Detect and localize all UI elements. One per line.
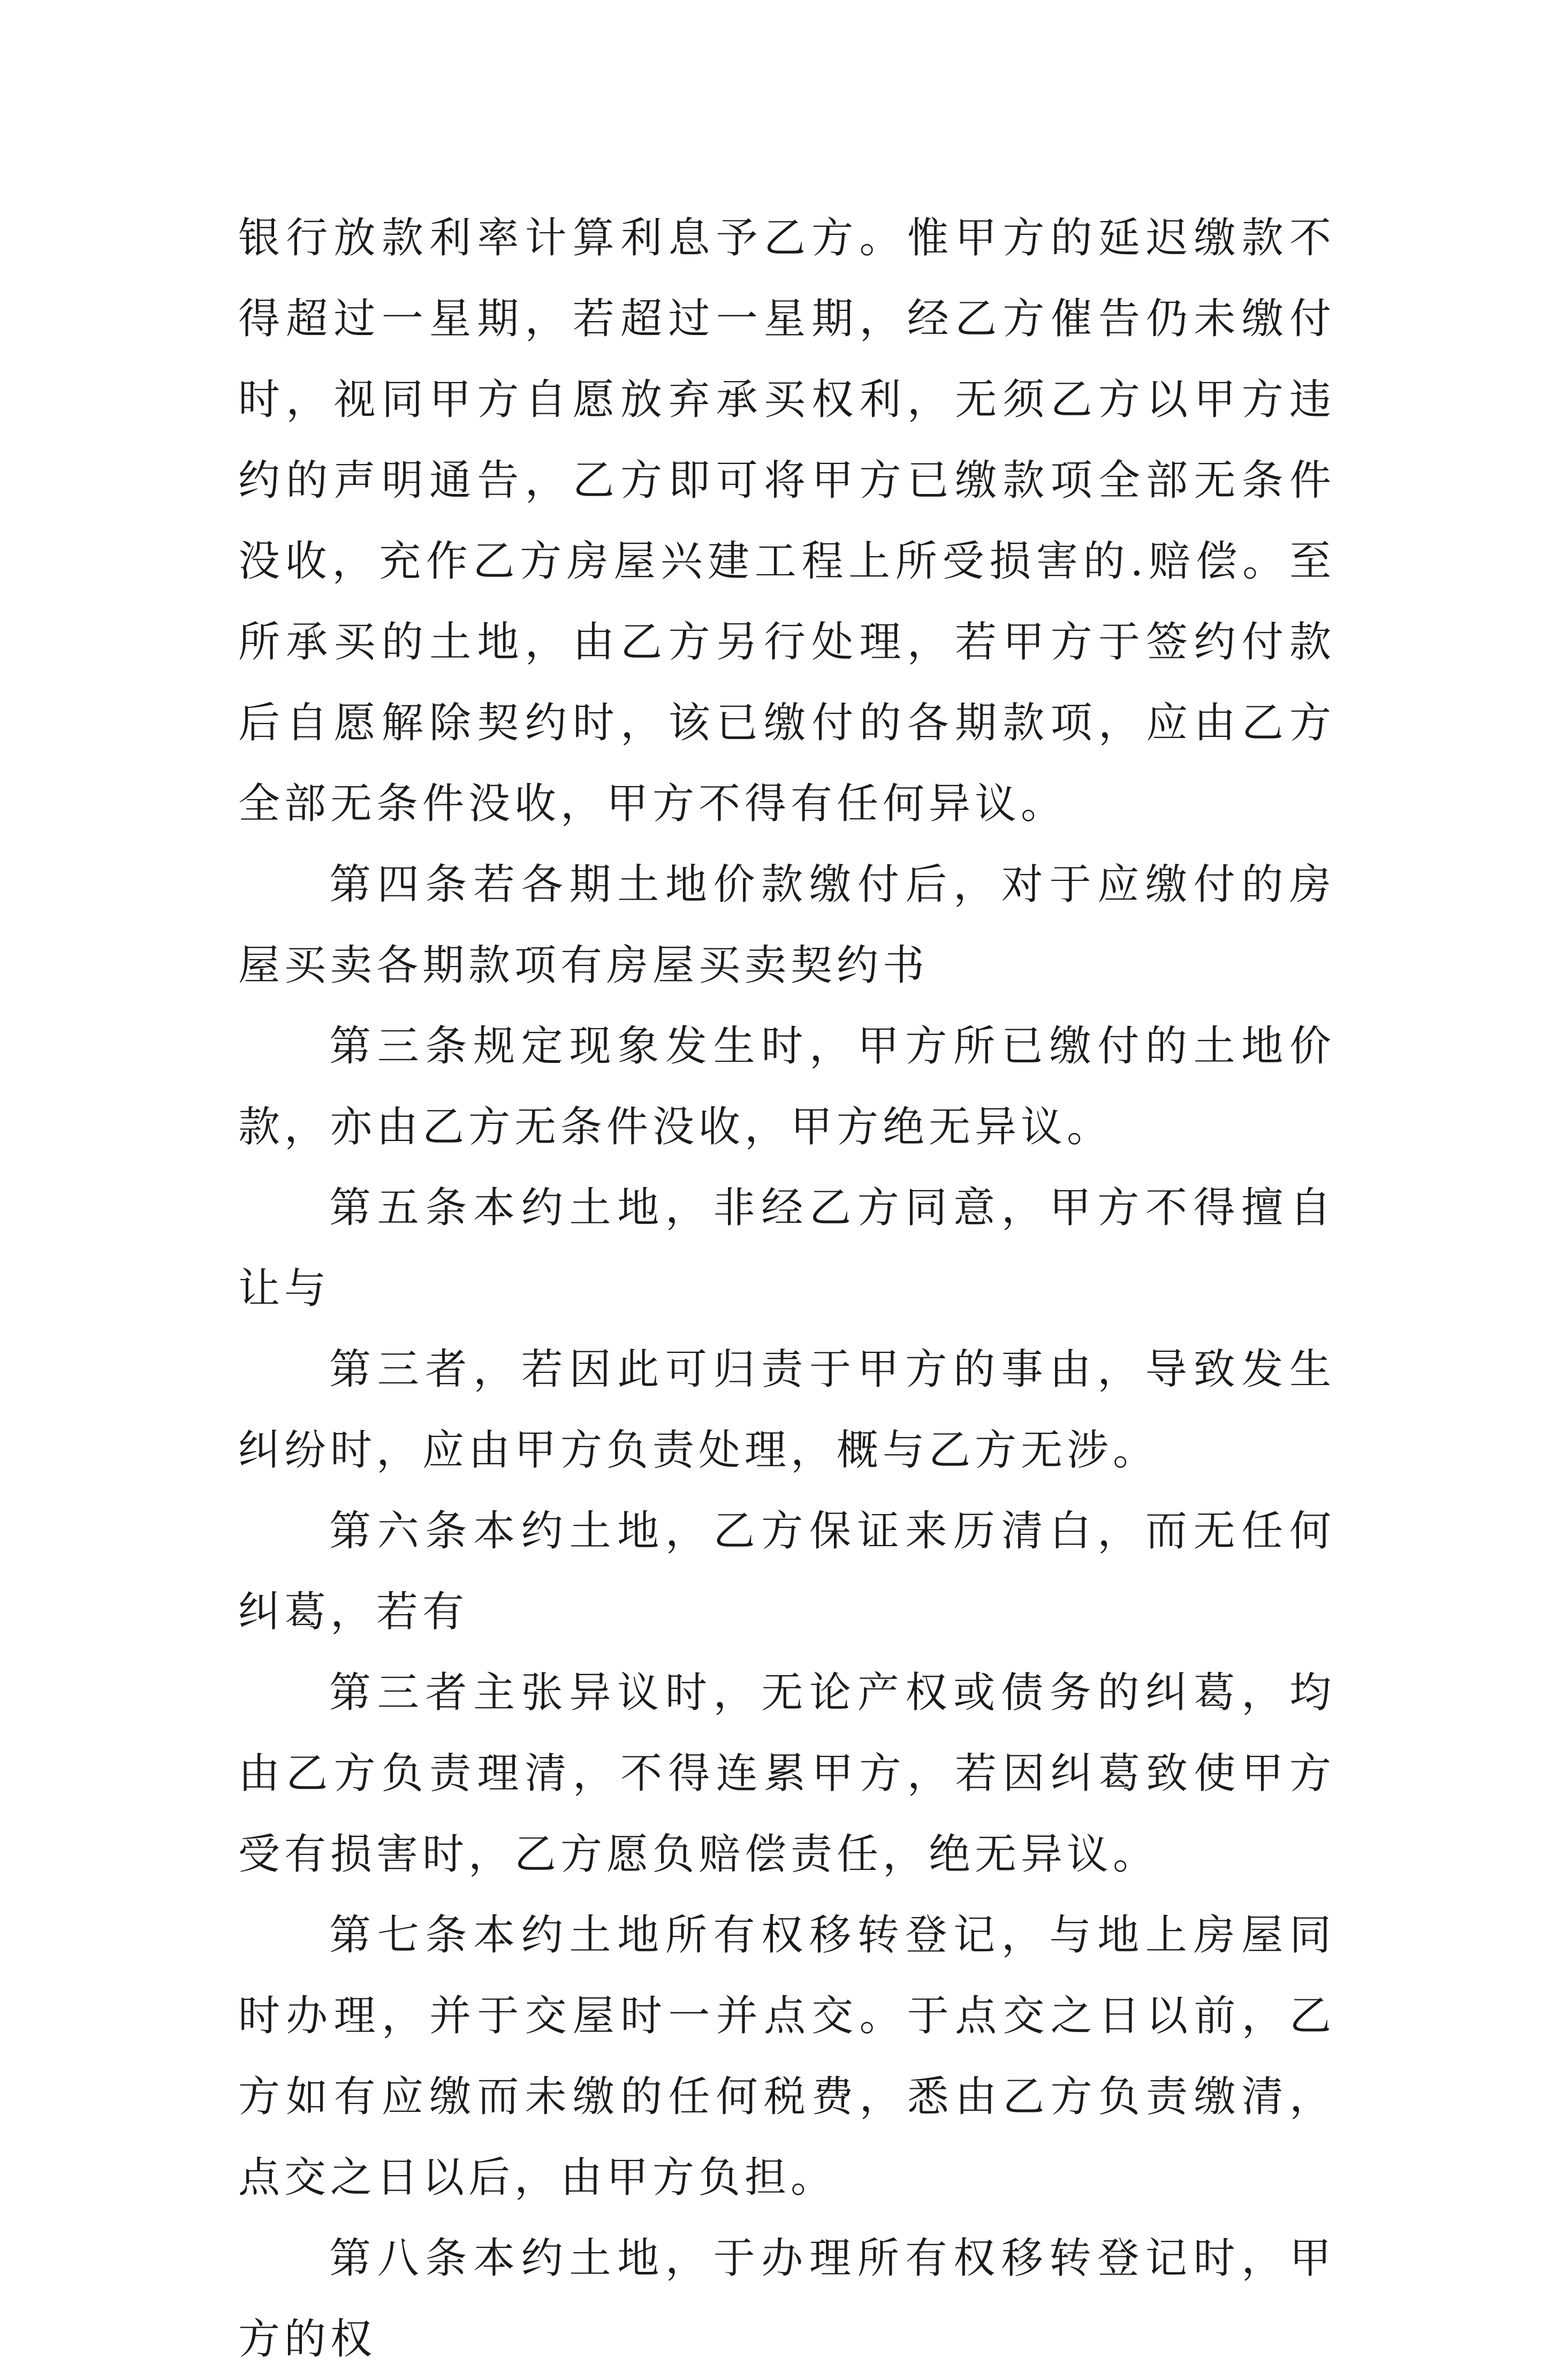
paragraph-1: 银行放款利率计算利息予乙方。惟甲方的延迟缴款不得超过一星期，若超过一星期，经乙方催告仍未缴付时，视同甲方自愿放弃承买权利，无须乙方以甲方违约的声明通告，乙方即可将甲方已缴款项全部无条件没收，充作乙方房屋兴建工程上所受损害的.赔偿。至所承买的土地，由乙方另行处理，若甲方于签约付款后自愿解除契约时，该已缴付的各期款项，应由乙方全部无条件没收，甲方不得有任何异议。 [238,214,1335,828]
paragraph-third-party-2: 第三者主张异议时，无论产权或债务的纠葛，均由乙方负责理清，不得连累甲方，若因纠葛致使甲方受有损害时，乙方愿负赔偿责任，绝无异议。 [238,1669,1335,1879]
paragraph-article-3-continued: 第三条规定现象发生时，甲方所已缴付的土地价款，亦由乙方无条件没收，甲方绝无异议。 [238,1022,1335,1151]
paragraph-article-8: 第八条本约土地，于办理所有权移转登记时，甲方的权 [238,2234,1335,2363]
paragraph-article-6: 第六条本约土地，乙方保证来历清白，而无任何纠葛，若有 [238,1507,1335,1636]
paragraph-article-5: 第五条本约土地，非经乙方同意，甲方不得擅自让与 [238,1184,1335,1313]
paragraph-article-7: 第七条本约土地所有权移转登记，与地上房屋同时办理，并于交屋时一并点交。于点交之日以前，乙方如有应缴而未缴的任何税费，悉由乙方负责缴清，点交之日以后，由甲方负担。 [238,1911,1335,2202]
document-body [238,198,1335,2380]
paragraph-article-4: 第四条若各期土地价款缴付后，对于应缴付的房屋买卖各期款项有房屋买卖契约书 [238,861,1335,990]
paragraph-third-party-1: 第三者，若因此可归责于甲方的事由，导致发生纠纷时，应由甲方负责处理，概与乙方无涉。 [238,1345,1335,1474]
